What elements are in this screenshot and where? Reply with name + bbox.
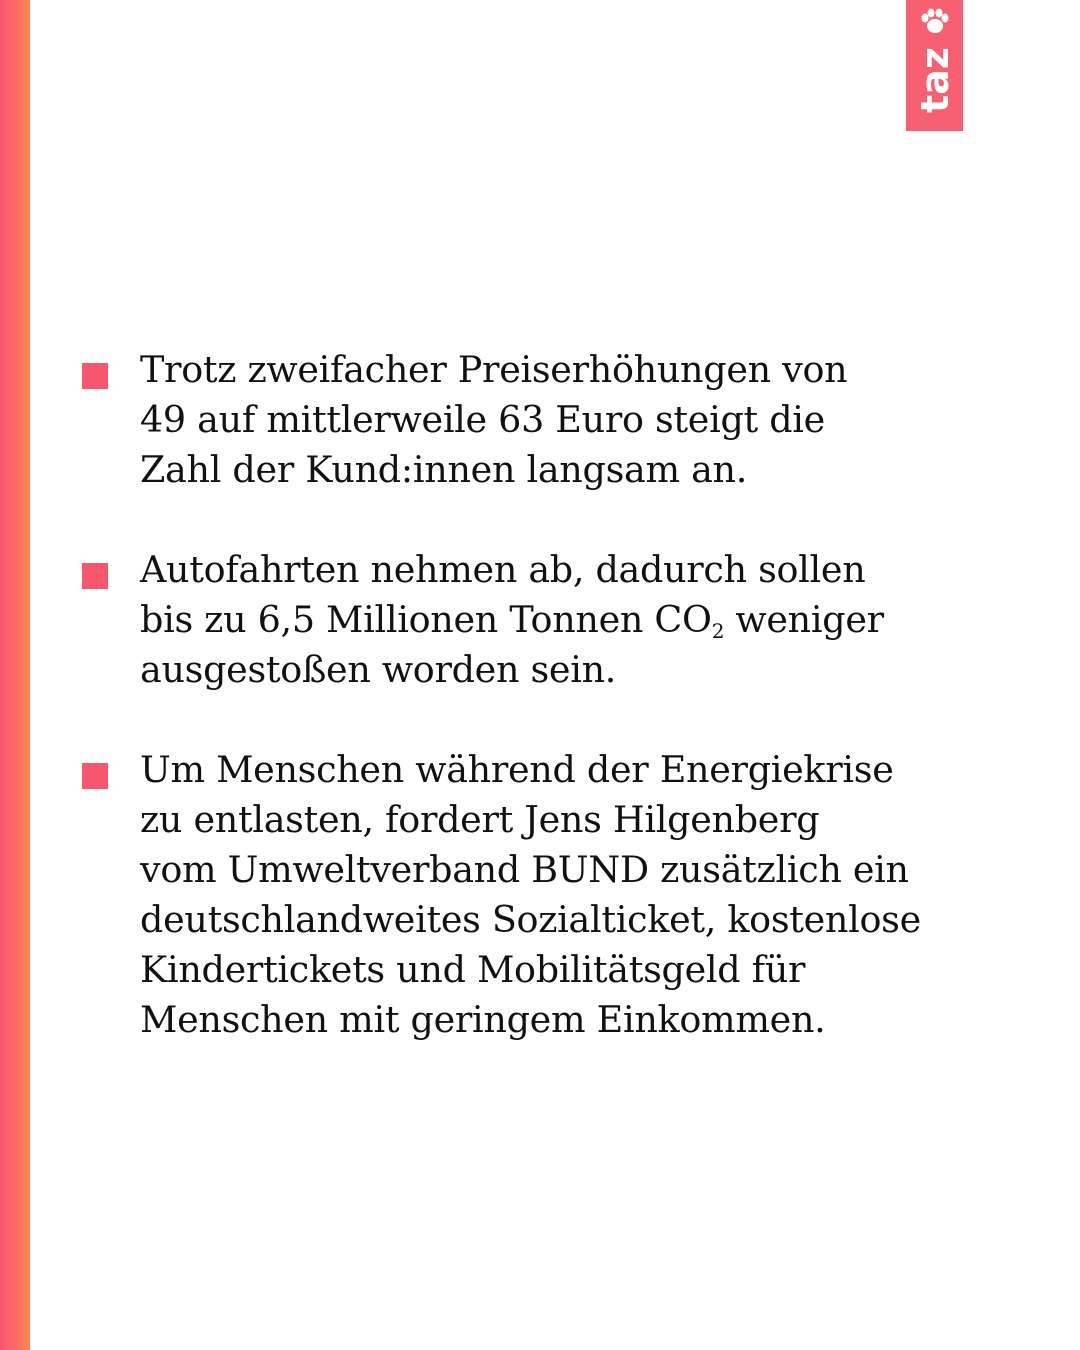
bullet-marker (82, 763, 108, 789)
bullet-list (80, 345, 980, 1095)
bullet-text: Um Menschen während der Energiekrise zu entlasten, fordert Jens Hilgenberg vom Umweltverband BUND zusätzlich ein deutschlandweites Sozialticket, kostenlose Kindertickets und Mobilitätsgeld für Menschen mit geringem Einkommen. (140, 748, 921, 1041)
bullet-item-demands (80, 745, 980, 1045)
logo-text: taz (912, 47, 957, 113)
bullet-text (140, 545, 980, 695)
bullet-item-price (80, 345, 980, 495)
taz-logo (906, 0, 963, 131)
bullet-text-before: Autofahrten nehmen ab, dadurch sollen bis zu 6,5 Millionen Tonnen CO (140, 548, 866, 641)
bullet-item-co2 (80, 545, 980, 695)
bullet-text-after: weniger ausgestoßen worden sein. (140, 598, 884, 691)
bullet-marker (82, 563, 108, 589)
co2-subscript: 2 (711, 619, 725, 643)
paw-icon (920, 8, 950, 36)
bullet-marker (82, 363, 108, 389)
bullet-text: Trotz zweifacher Preiserhöhungen von 49 auf mittlerweile 63 Euro steigt die Zahl der Kund:innen langsam an. (140, 348, 848, 491)
gradient-side-bar (0, 0, 30, 1350)
